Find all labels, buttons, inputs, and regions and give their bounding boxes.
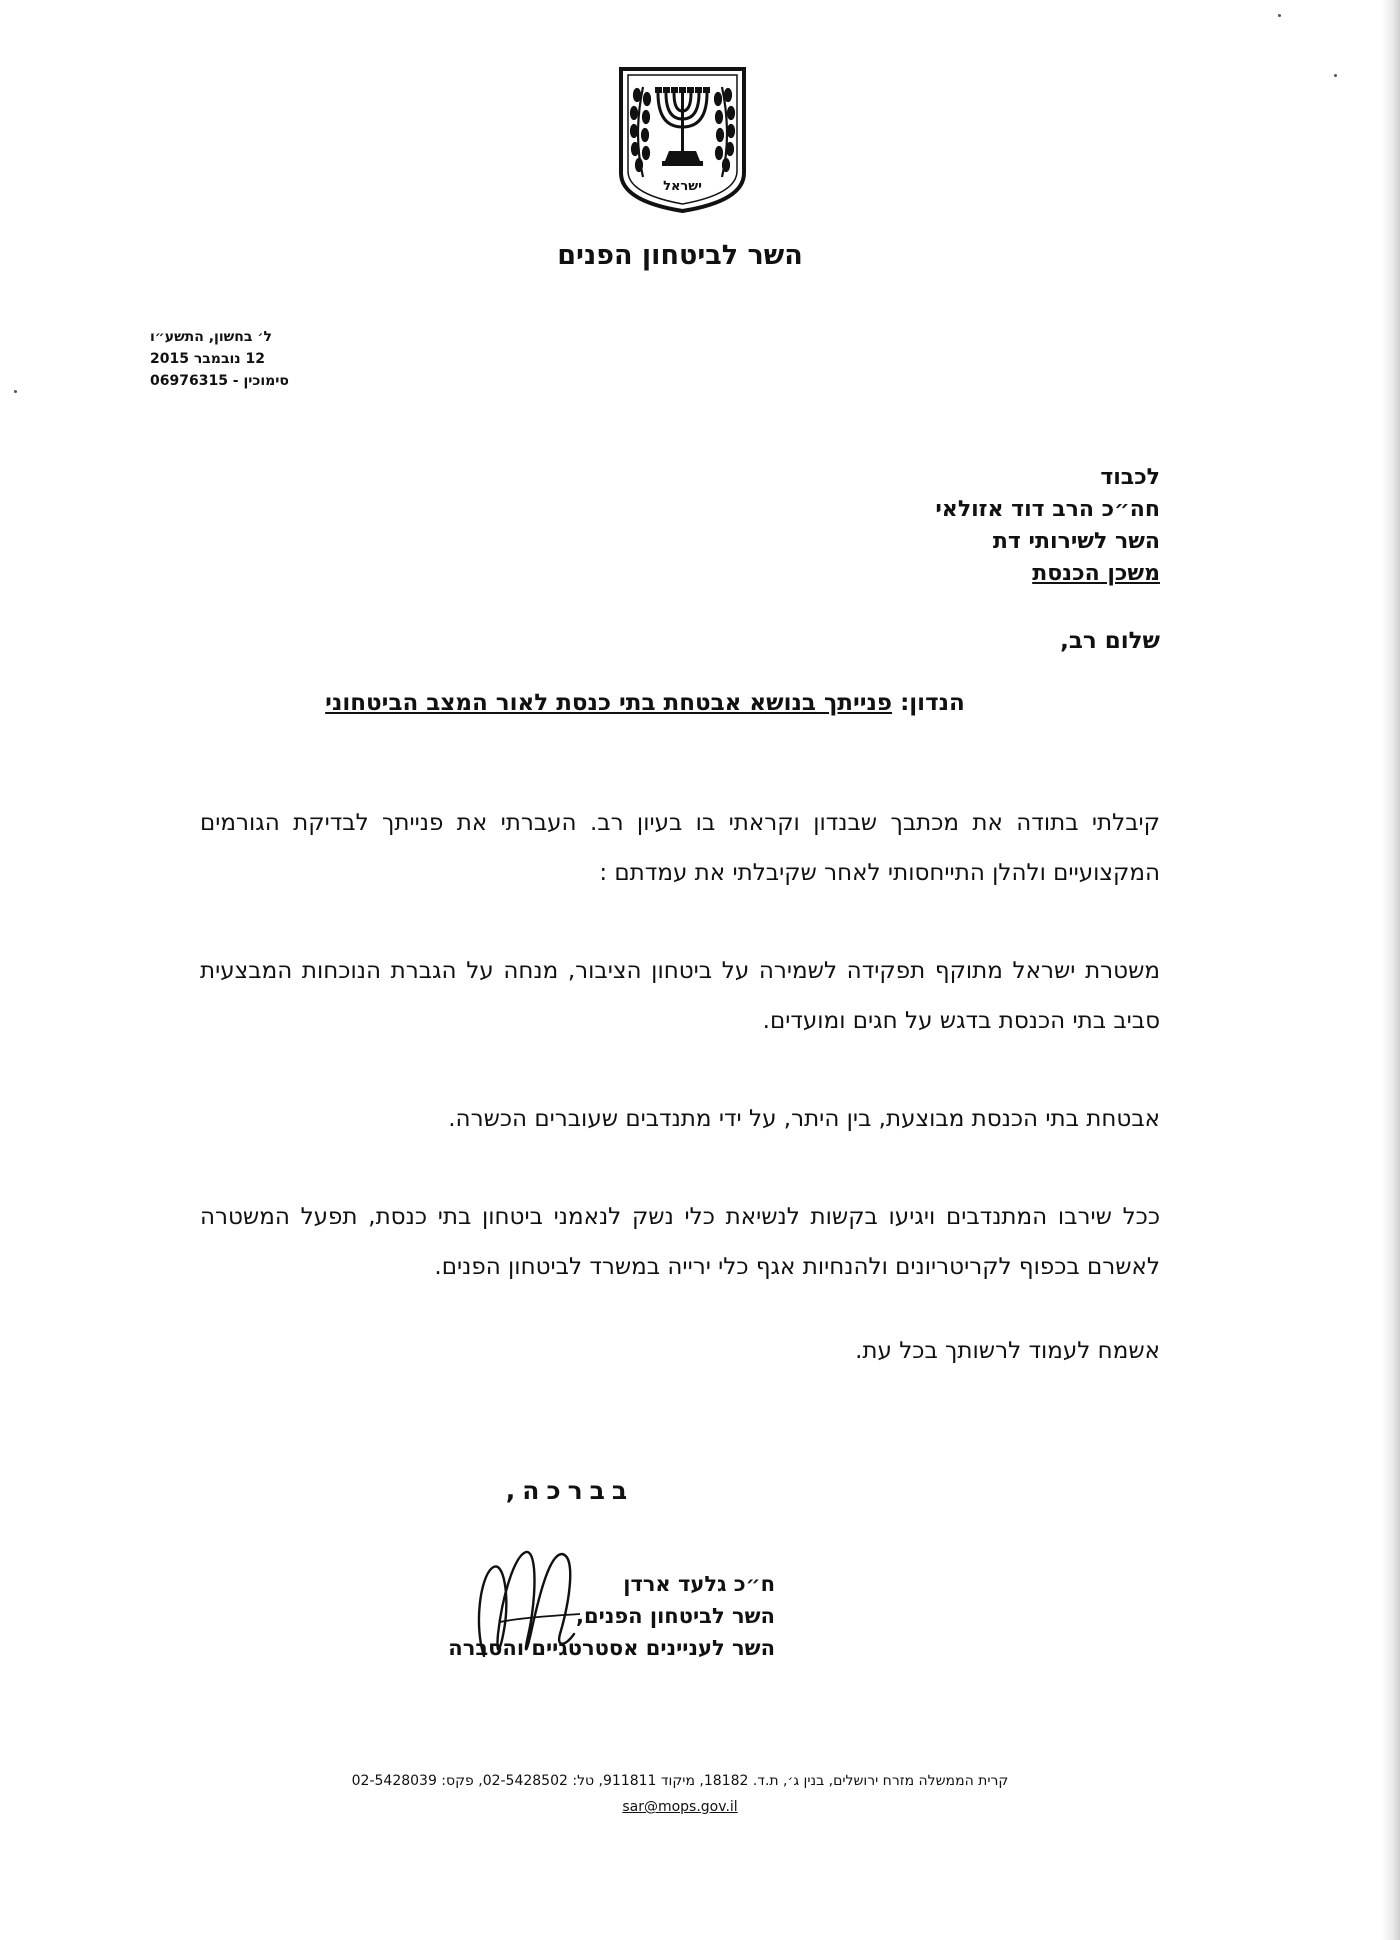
signer-title-2: השר לעניינים אסטרטגיים והסברה	[448, 1636, 775, 1660]
greeting: שלום רב,	[1060, 628, 1160, 654]
recipient-role: השר לשירותי דת	[992, 529, 1160, 554]
letter-meta	[150, 326, 380, 392]
closing: בברכה,	[505, 1476, 635, 1505]
letter-body	[200, 798, 1160, 1424]
body-paragraph-5: אשמח לעמוד לרשותך בכל עת.	[855, 1338, 1160, 1364]
signer-name: ח״כ גלעד ארדן	[623, 1572, 775, 1596]
footer-email[interactable]: sar@mops.gov.il	[622, 1799, 738, 1815]
body-paragraph-4: ככל שירבו המתנדבים ויגיעו בקשות לנשיאת כלי נשק לנאמני ביטחון בתי כנסת, תפעל המשטרה לאשרם בכפוף לקריטריונים ולהנחיות אגף כלי ירייה במשרד לביטחון הפנים.	[200, 1204, 1160, 1280]
scan-speck	[1278, 14, 1281, 17]
state-of-israel-emblem-icon	[615, 65, 750, 215]
recipient-name: חה״כ הרב דוד אזולאי	[935, 497, 1160, 522]
body-paragraph-1: קיבלתי בתודה את מכתבך שבנדון וקראתי בו בעיון רב. העברתי את פנייתך לבדיקת הגורמים המקצועיים ולהלן התייחסותי לאחר שקיבלתי את עמדתם :	[200, 810, 1160, 886]
handwritten-signature	[470, 1538, 590, 1668]
scan-speck	[1334, 74, 1337, 77]
body-paragraph-2: משטרת ישראל מתוקף תפקידה לשמירה על ביטחון הציבור, מנחה על הגברת הנוכחות המבצעית סביב בתי הכנסת בדגש על חגים ומועדים.	[200, 958, 1160, 1034]
emblem-text: ישראל	[663, 179, 702, 194]
recipient-block	[560, 462, 1160, 590]
reference-number: סימוכין - 06976315	[150, 373, 289, 389]
hebrew-date: ל׳ בחשון, התשע״ו	[150, 329, 273, 345]
scan-speck	[14, 390, 17, 393]
scan-edge-shadow	[1382, 0, 1400, 1940]
letter-footer	[240, 1768, 1120, 1820]
letter-date: 12 נובמבר 2015	[150, 351, 265, 367]
footer-address: קרית הממשלה מזרח ירושלים, בנין ג׳, ת.ד. 18182, מיקוד 911811, טל: 02-5428502, פקס: 02-5428039	[351, 1773, 1009, 1789]
recipient-to: לכבוד	[1100, 465, 1160, 490]
signer-title-1: השר לביטחון הפנים,	[576, 1604, 775, 1628]
body-paragraph-3: אבטחת בתי הכנסת מבוצעת, בין היתר, על ידי מתנדבים שעוברים הכשרה.	[448, 1106, 1160, 1132]
ministry-title: השר לביטחון הפנים	[557, 240, 803, 271]
subject-label: הנדון:	[900, 690, 965, 716]
recipient-place: משכן הכנסת	[1032, 561, 1160, 586]
subject-topic: פנייתך בנושא אבטחת בתי כנסת לאור המצב הביטחוני	[325, 690, 893, 716]
subject-line	[250, 690, 1040, 716]
